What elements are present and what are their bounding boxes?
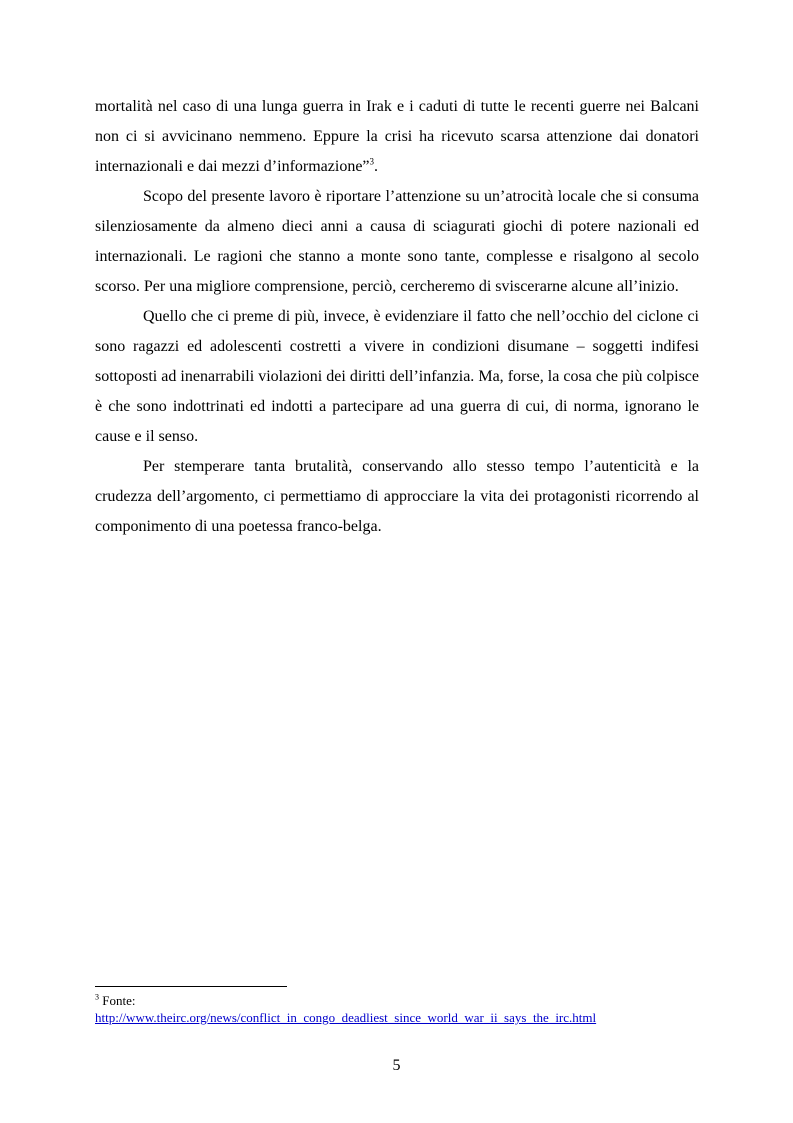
footnotes xyxy=(95,992,715,1026)
paragraph-focus: Quello che ci preme di più, invece, è evidenziare il fatto che nell’occhio del ciclone ci sono ragazzi ed adolescenti costretti a vivere in condizioni disumane – soggetti indifesi sottoposti ad inenarrabili violazioni dei diritti dell’infanzia. Ma, forse, la cosa che più colpisce è che sono indottrinati ed indotti a partecipare ad una guerra di cui, di norma, ignorano le cause e il senso. xyxy=(95,308,699,445)
paragraph-continuation-text: mortalità nel caso di una lunga guerra in Irak e i caduti di tutte le recenti guerre nei Balcani non ci si avvicinano nemmeno. Eppure la crisi ha ricevuto scarsa attenzione dai donatori internazionali e dai mezzi d’informazione” xyxy=(95,98,699,175)
footnote-number: 3 xyxy=(95,992,99,1002)
footnote-reference[interactable]: 3 xyxy=(369,156,375,167)
footnote-label: Fonte: xyxy=(102,993,136,1008)
paragraph-continuation-end: . xyxy=(374,158,379,175)
paragraph-continuation xyxy=(95,92,699,182)
paragraph-scope: Scopo del presente lavoro è riportare l’attenzione su un’atrocità locale che si consuma silenziosamente da almeno dieci anni a causa di sciagurati giochi di potere nazionali ed internazionali. Le ragioni che stanno a monte sono tante, complesse e risalgono al secolo scorso. Per una migliore comprensione, perciò, cercheremo di sviscerarne alcune all’inizio. xyxy=(95,188,699,295)
footnote-link-line xyxy=(95,1009,715,1026)
paragraph-approach: Per stemperare tanta brutalità, conservando allo stesso tempo l’autenticità e la crudezza dell’argomento, ci permettiamo di approcciare la vita dei protagonisti ricorrendo al componimento di una poetessa franco-belga. xyxy=(95,458,699,535)
page-number: 5 xyxy=(392,1057,401,1074)
body-text xyxy=(95,92,699,542)
footnote-item xyxy=(95,992,715,1009)
footnote-link[interactable]: http://www.theirc.org/news/conflict_in_congo_deadliest_since_world_war_ii_says_the_irc.html xyxy=(95,1010,597,1025)
footnote-separator xyxy=(95,986,287,987)
